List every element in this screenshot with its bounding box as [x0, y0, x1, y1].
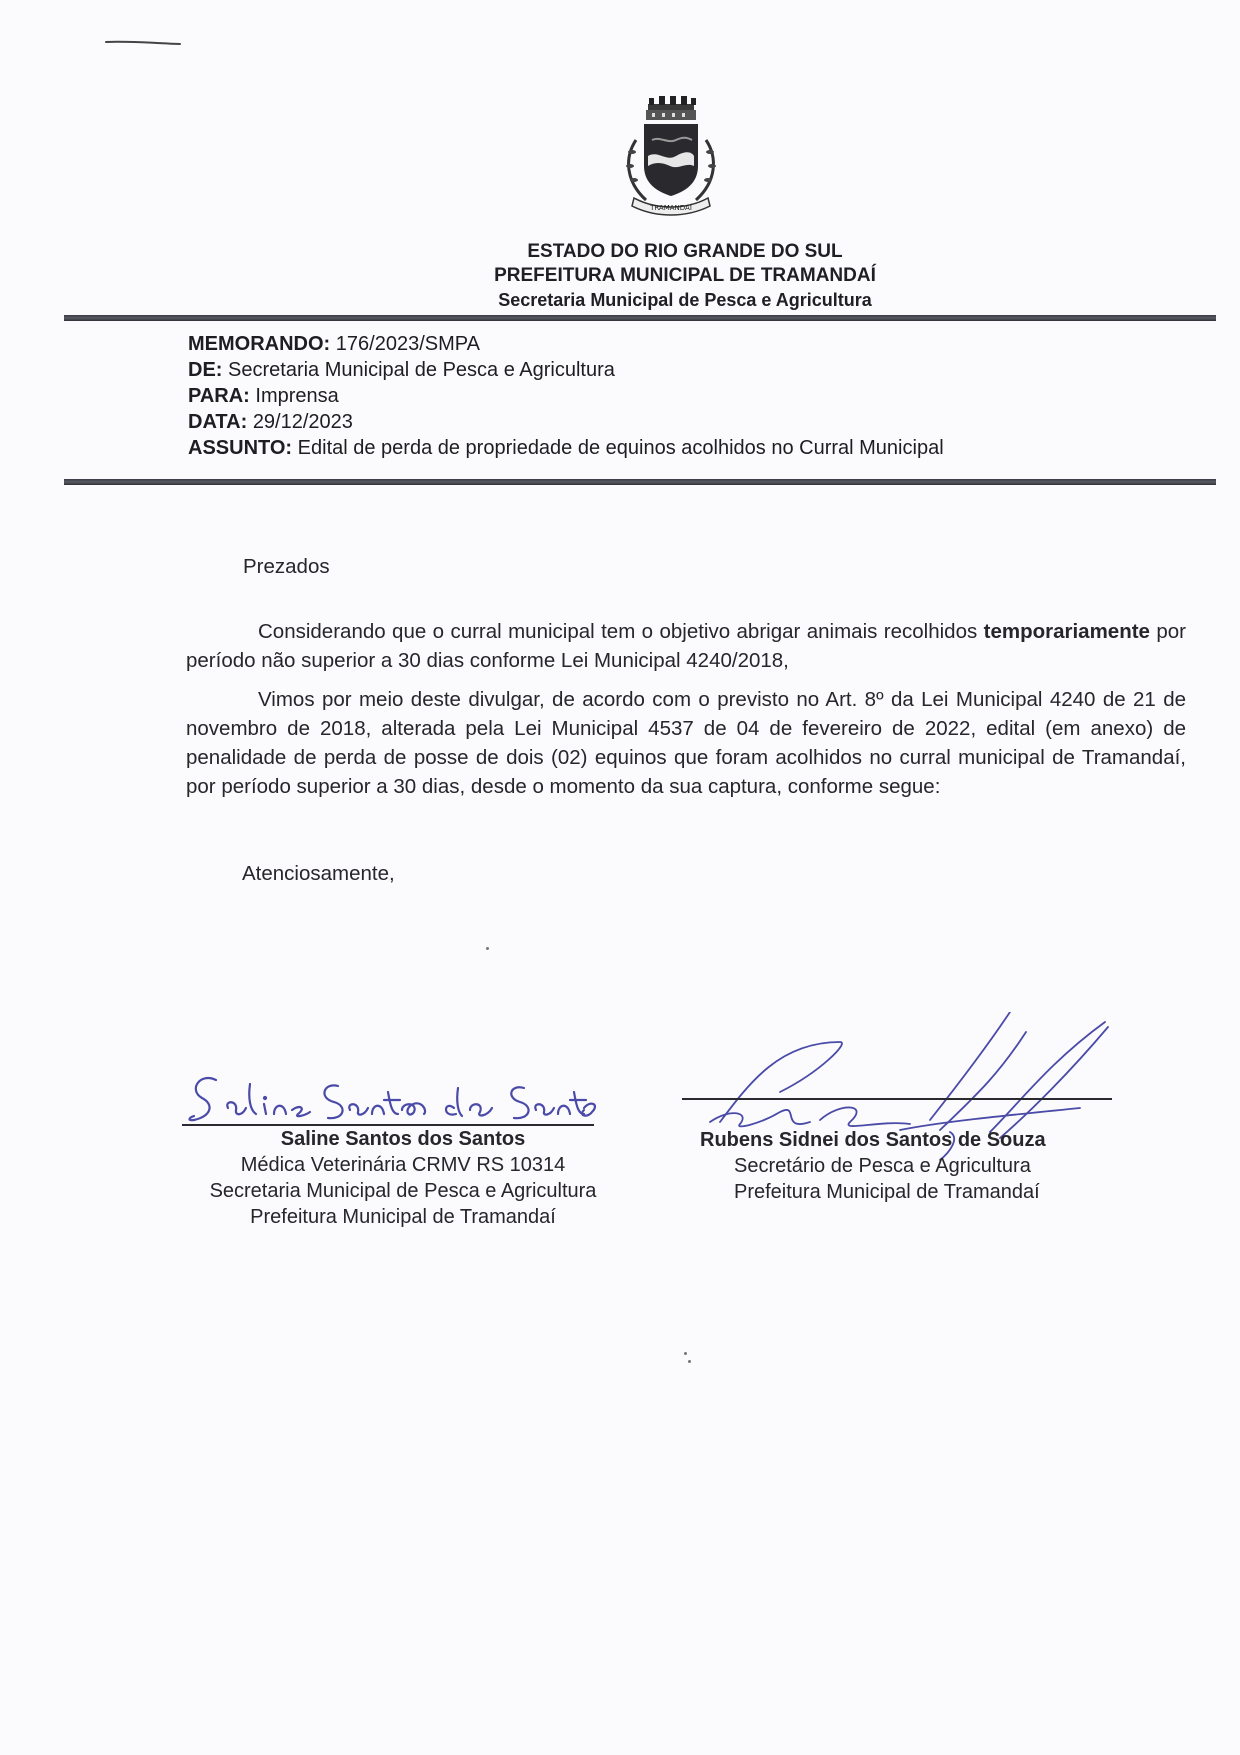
signer-institution-right: Prefeitura Municipal de Tramandaí — [734, 1181, 1040, 1203]
signer-role-left: Médica Veterinária CRMV RS 10314 — [240, 1154, 566, 1176]
memo-number-value: 176/2023/SMPA — [335, 333, 480, 355]
memo-date-value: 29/12/2023 — [252, 411, 353, 433]
signer-name-right: Rubens Sidnei dos Santos de Souza — [700, 1129, 1046, 1151]
memo-fields — [188, 331, 944, 461]
memo-to-row — [188, 383, 944, 409]
signature-block-right — [690, 1127, 1150, 1205]
memo-from-label: DE: — [188, 359, 223, 381]
secretariat-name: Secretaria Municipal de Pesca e Agricultura — [498, 290, 872, 310]
closing: Atenciosamente, — [242, 862, 395, 885]
scan-speck — [684, 1352, 687, 1355]
scan-speck — [486, 947, 489, 950]
paragraph-2: Vimos por meio deste divulgar, de acordo com o previsto no Art. 8º da Lei Municipal 4240 de 21 de novembro de 2018, alterada pela Lei Municipal 4537 de 04 de fevereiro de 2022, edital (em anexo) de penalidade de perda de posse de dois (02) equinos que foram acolhidos no curral municipal de Tramandaí, por período superior a 30 dias, desde o momento da sua captura, conforme segue: — [186, 688, 1186, 798]
memo-subject-row — [188, 435, 944, 461]
memo-subject-value: Edital de perda de propriedade de equinos acolhidos no Curral Municipal — [297, 437, 944, 459]
signer-name-left: Saline Santos dos Santos — [280, 1128, 526, 1150]
memo-date-row — [188, 409, 944, 435]
memo-from-value: Secretaria Municipal de Pesca e Agricultura — [228, 359, 615, 381]
memo-subject-label: ASSUNTO: — [188, 437, 293, 459]
state-name: ESTADO DO RIO GRANDE DO SUL — [527, 241, 843, 262]
header-divider-top — [64, 315, 1216, 321]
signer-role-right: Secretário de Pesca e Agricultura — [734, 1155, 1031, 1177]
paragraph-1-bold: temporariamente — [983, 620, 1150, 643]
handwritten-signature-left — [188, 1064, 598, 1126]
scan-speck — [688, 1360, 691, 1363]
memo-number-row — [188, 331, 944, 357]
signature-block-left — [183, 1126, 623, 1230]
memo-from-row — [188, 357, 944, 383]
paragraph-1-end: por período não superior a 30 dias conforme Lei Municipal 4240/2018, — [186, 620, 1186, 672]
memo-number-label: MEMORANDO: — [188, 333, 331, 355]
memo-date-label: DATA: — [188, 411, 248, 433]
svg-text:TRAMANDAÍ: TRAMANDAÍ — [650, 204, 692, 212]
header-divider-bottom — [64, 479, 1216, 485]
paragraph-1 — [186, 617, 1186, 675]
signer-department-left: Secretaria Municipal de Pesca e Agricultura — [209, 1180, 597, 1202]
memo-to-value: Imprensa — [255, 385, 339, 407]
stray-pen-mark — [104, 38, 182, 48]
municipal-coat-of-arms-icon — [616, 96, 726, 218]
paragraph-1-start: Considerando que o curral municipal tem o objetivo abrigar animais recolhidos — [258, 620, 984, 643]
prefecture-name: PREFEITURA MUNICIPAL DE TRAMANDAÍ — [494, 265, 876, 286]
memo-to-label: PARA: — [188, 385, 250, 407]
signer-institution-left: Prefeitura Municipal de Tramandaí — [250, 1206, 556, 1228]
letterhead — [0, 240, 1240, 312]
greeting: Prezados — [243, 555, 330, 578]
signature-line-right — [682, 1098, 1112, 1100]
